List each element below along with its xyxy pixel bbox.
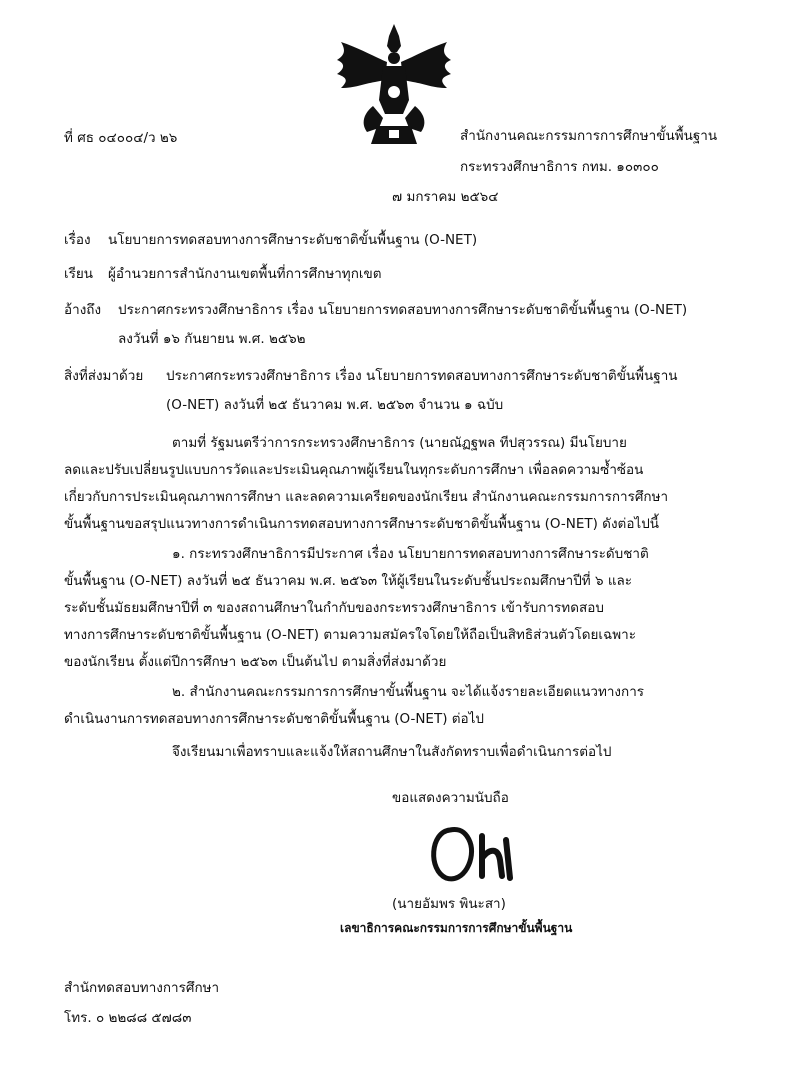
item-1-line: ขั้นพื้นฐาน (O-NET) ลงวันที่ ๒๕ ธันวาคม พ.ศ. ๒๕๖๓ ให้ผู้เรียนในระดับชั้นประถมศึกษาปีที่ ๖ และ: [64, 573, 633, 589]
closing-sentence: จึงเรียนมาเพื่อทราบและแจ้งให้สถานศึกษาในสังกัดทราบเพื่อดำเนินการต่อไป: [172, 744, 612, 760]
recipient-text: ผู้อำนวยการสำนักงานเขตพื้นที่การศึกษาทุกเขต: [108, 266, 382, 282]
document-date: ๗ มกราคม ๒๕๖๔: [392, 189, 499, 205]
salutation: ขอแสดงความนับถือ: [392, 790, 509, 806]
footer-office: สำนักทดสอบทางการศึกษา: [64, 980, 220, 996]
item-1-line: ของนักเรียน ตั้งแต่ปีการศึกษา ๒๕๖๓ เป็นต้นไป ตามสิ่งที่ส่งมาด้วย: [64, 654, 447, 670]
item-1-line: ระดับชั้นมัธยมศึกษาปีที่ ๓ ของสถานศึกษาในกำกับของกระทรวงศึกษาธิการ เข้ารับการทดสอบ: [64, 600, 604, 616]
intro-line: เกี่ยวกับการประเมินคุณภาพการศึกษา และลดความเครียดของนักเรียน สำนักงานคณะกรรมการการศึกษา: [64, 489, 669, 505]
footer-phone: โทร. ๐ ๒๒๘๘ ๕๗๘๓: [64, 1010, 192, 1026]
item-2-line: ดำเนินงานการทดสอบทางการศึกษาระดับชาติขั้นพื้นฐาน (O-NET) ต่อไป: [64, 711, 484, 727]
reference-line-2: ลงวันที่ ๑๖ กันยายน พ.ศ. ๒๕๖๒: [118, 331, 306, 347]
intro-line: ลดและปรับเปลี่ยนรูปแบบการวัดและประเมินคุณภาพผู้เรียนในทุกระดับการศึกษา เพื่อลดความซ้ำซ้อน: [64, 462, 644, 478]
garuda-emblem-icon: [333, 22, 455, 147]
subject-label: เรื่อง: [64, 232, 91, 248]
item-2-line: ๒. สำนักงานคณะกรรมการการศึกษาขั้นพื้นฐาน จะได้แจ้งรายละเอียดแนวทางการ: [172, 684, 645, 700]
issuing-office-address: กระทรวงศึกษาธิการ กทม. ๑๐๓๐๐: [460, 159, 659, 175]
item-1-line: ทางการศึกษาระดับชาติขั้นพื้นฐาน (O-NET) ตามความสมัครใจโดยให้ถือเป็นสิทธิส่วนตัวโดยเฉพาะ: [64, 627, 636, 643]
intro-line: ตามที่ รัฐมนตรีว่าการกระทรวงศึกษาธิการ (นายณัฏฐพล ทีปสุวรรณ) มีนโยบาย: [172, 435, 627, 451]
signer-name: (นายอัมพร พินะสา): [392, 896, 506, 912]
recipient-label: เรียน: [64, 266, 94, 282]
enclosure-label: สิ่งที่ส่งมาด้วย: [64, 368, 144, 384]
subject-text: นโยบายการทดสอบทางการศึกษาระดับชาติขั้นพื้นฐาน (O-NET): [108, 232, 478, 248]
document-number: ที่ ศธ ๐๔๐๐๔/ว ๒๖: [64, 130, 178, 146]
signer-title: เลขาธิการคณะกรรมการการศึกษาขั้นพื้นฐาน: [340, 921, 573, 935]
reference-label: อ้างถึง: [64, 302, 102, 318]
item-1-paragraph: [64, 541, 754, 676]
enclosure-line-1: ประกาศกระทรวงศึกษาธิการ เรื่อง นโยบายการทดสอบทางการศึกษาระดับชาติขั้นพื้นฐาน: [166, 368, 678, 384]
issuing-office: สำนักงานคณะกรรมการการศึกษาขั้นพื้นฐาน: [460, 128, 718, 144]
item-1-line: ๑. กระทรวงศึกษาธิการมีประกาศ เรื่อง นโยบายการทดสอบทางการศึกษาระดับชาติ: [172, 546, 649, 562]
handwritten-signature-icon: [420, 818, 530, 888]
intro-line: ขั้นพื้นฐานขอสรุปแนวทางการดำเนินการทดสอบทางการศึกษาระดับชาติขั้นพื้นฐาน (O-NET) ดังต่อไปนี้: [64, 516, 660, 532]
reference-line-1: ประกาศกระทรวงศึกษาธิการ เรื่อง นโยบายการทดสอบทางการศึกษาระดับชาติขั้นพื้นฐาน (O-NET): [118, 302, 688, 318]
intro-paragraph: [64, 430, 754, 538]
enclosure-line-2: (O-NET) ลงวันที่ ๒๕ ธันวาคม พ.ศ. ๒๕๖๓ จำนวน ๑ ฉบับ: [166, 397, 504, 413]
item-2-paragraph: [64, 679, 754, 733]
